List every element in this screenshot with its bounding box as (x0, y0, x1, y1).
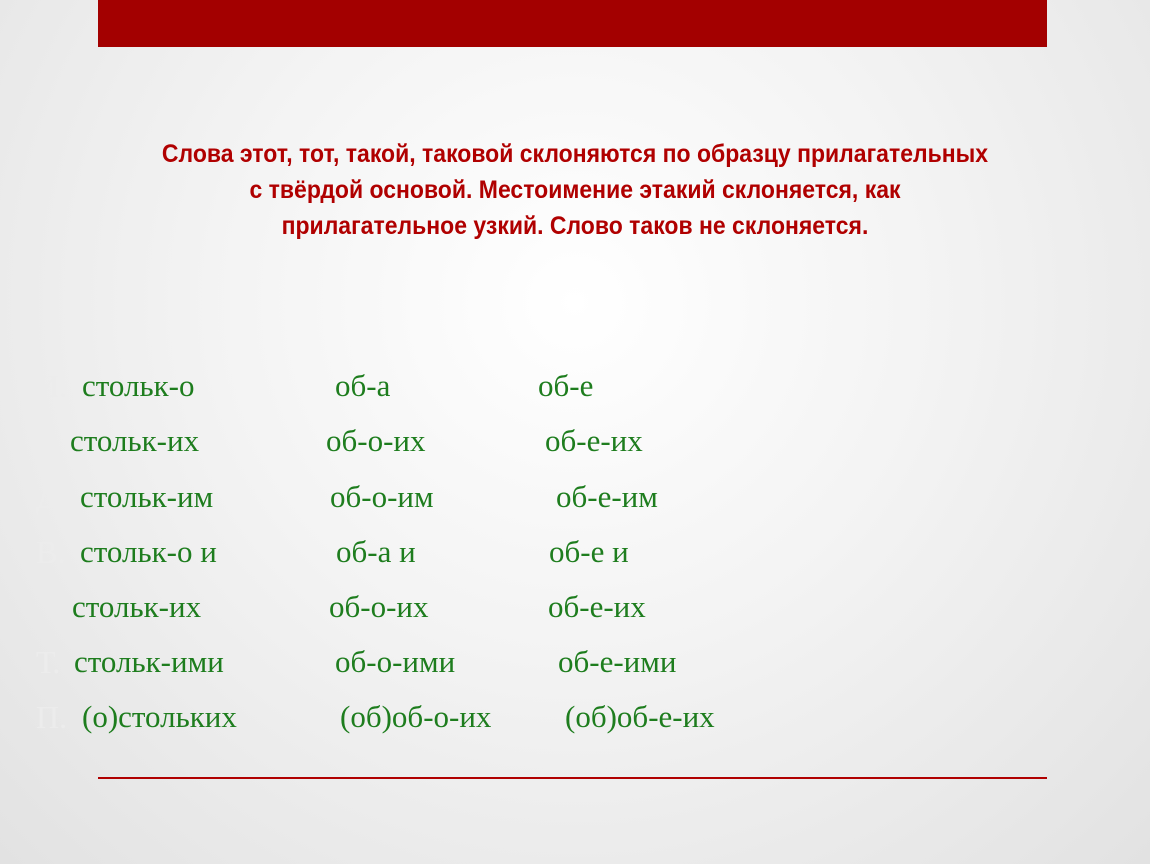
cell-obe: об-е-ими (558, 644, 677, 679)
cell-stolko: стольк-их (70, 423, 200, 458)
cell-oba: об-о-их (326, 423, 426, 458)
cell-stolko: стольк-о и (80, 534, 217, 569)
cell-oba: об-о-их (329, 589, 429, 624)
cell-oba: об-а (335, 368, 391, 403)
cell-obe: об-е и (549, 534, 629, 569)
cell-stolko: стольк-о (82, 368, 195, 403)
cell-stolko: стольк-им (80, 479, 214, 514)
cell-oba: (об)об-о-их (340, 699, 492, 734)
case-label: Р. (36, 423, 58, 459)
cell-stolko: стольк-их (72, 589, 202, 624)
bottom-divider-line (98, 777, 1047, 779)
top-accent-bar (98, 0, 1047, 47)
cell-obe: об-е-их (545, 423, 643, 458)
table-row (0, 477, 1150, 517)
case-label: Т. (36, 644, 61, 680)
cell-stolko: (о)стольких (82, 699, 237, 734)
table-row (0, 532, 1150, 572)
table-row (0, 366, 1150, 406)
cell-oba: об-о-ими (335, 644, 456, 679)
heading-line-3: прилагательное узкий. Слово таков не склоняется. (281, 212, 869, 240)
heading-line-1: Слова этот, тот, такой, таковой склоняются по образцу прилагательных (161, 140, 989, 168)
table-row (0, 421, 1150, 461)
case-label: П. (36, 699, 68, 735)
cell-obe: об-е-их (548, 589, 646, 624)
cell-oba: об-а и (336, 534, 416, 569)
case-label: В. (36, 534, 66, 570)
table-row (0, 697, 1150, 737)
case-label: И. (36, 368, 68, 404)
cell-stolko: стольк-ими (74, 644, 224, 679)
cell-obe: об-е-им (556, 479, 658, 514)
cell-oba: об-о-им (330, 479, 434, 514)
cell-obe: (об)об-е-их (565, 699, 715, 734)
cell-obe: об-е (538, 368, 594, 403)
heading-line-2: с твёрдой основой. Местоимение этакий склоняется, как (249, 176, 901, 204)
table-row (0, 587, 1150, 627)
slide-heading (110, 136, 1039, 244)
table-row (0, 642, 1150, 682)
case-label: Д. (36, 479, 66, 515)
